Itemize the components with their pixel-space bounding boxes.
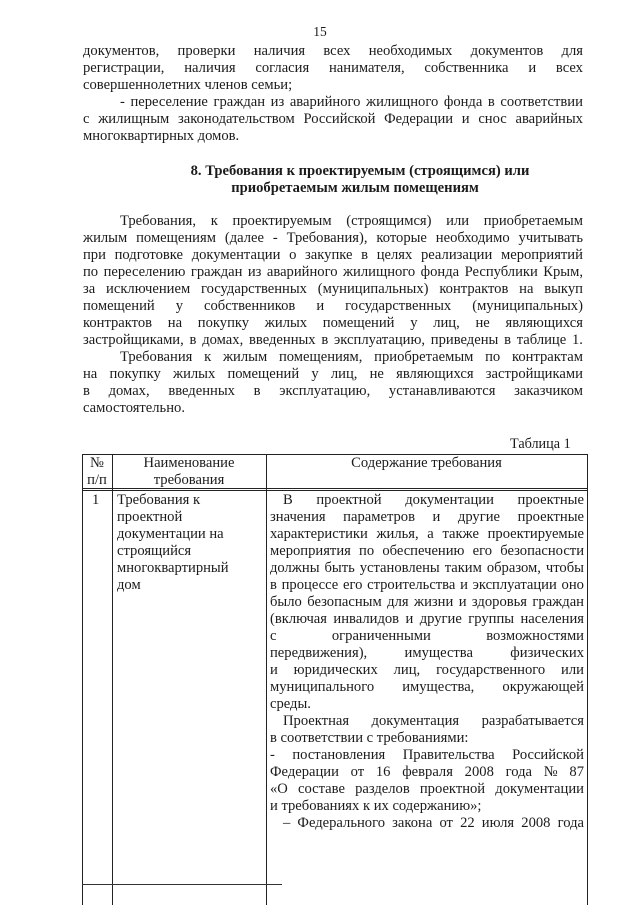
word: для bbox=[387, 594, 409, 610]
word: (муниципальных) bbox=[472, 298, 583, 314]
word: - bbox=[272, 230, 278, 246]
word: помещений bbox=[322, 315, 395, 331]
word: эксплуатацию, bbox=[334, 332, 426, 348]
word: Республики bbox=[464, 264, 538, 280]
word: проверки bbox=[177, 43, 236, 59]
word: 1. bbox=[572, 332, 583, 348]
word: в bbox=[504, 332, 511, 348]
requirement-content-line bbox=[270, 611, 584, 628]
text-line: самостоятельно. bbox=[83, 400, 185, 416]
footnote-separator bbox=[82, 884, 282, 885]
word: года bbox=[557, 815, 584, 831]
requirement-content-line bbox=[270, 526, 584, 543]
word: проектной bbox=[316, 492, 382, 508]
word: ограниченными bbox=[331, 628, 431, 644]
word: лиц, bbox=[433, 315, 460, 331]
word: являющихся bbox=[396, 366, 474, 382]
word: помещениям, bbox=[278, 349, 363, 365]
word: эксплуатацию, bbox=[279, 383, 371, 399]
word: окружающей bbox=[502, 679, 584, 695]
word: приобретаемым bbox=[483, 213, 583, 229]
word: документации bbox=[495, 781, 584, 797]
word: муниципального bbox=[270, 679, 375, 695]
word: значения bbox=[270, 509, 326, 525]
word: должны bbox=[270, 560, 320, 576]
word: подготовке bbox=[114, 247, 184, 263]
table-border bbox=[112, 454, 113, 905]
word: закупке bbox=[305, 247, 353, 263]
word: мероприятий bbox=[500, 247, 583, 263]
word: проектные bbox=[517, 492, 584, 508]
word: в bbox=[253, 383, 261, 399]
table-caption: Таблица 1 bbox=[510, 436, 571, 452]
word: составе bbox=[297, 781, 345, 797]
word: приобретаемым bbox=[374, 349, 474, 365]
word: или bbox=[561, 662, 584, 678]
word: эксплуатации bbox=[472, 577, 557, 593]
word: Федерации bbox=[384, 111, 454, 127]
word: жилищного bbox=[366, 94, 439, 110]
word: контрактам bbox=[511, 349, 583, 365]
requirement-content-line: среды. bbox=[270, 696, 311, 712]
word: исключением bbox=[106, 281, 191, 297]
word: помещениям bbox=[136, 230, 216, 246]
word: (муниципальных) bbox=[317, 281, 429, 297]
word: жилых bbox=[264, 315, 308, 331]
requirement-name-line: строящийся bbox=[117, 543, 192, 559]
word: «О bbox=[270, 781, 288, 797]
word: и bbox=[432, 509, 441, 525]
heading-line: приобретаемым жилым помещениям bbox=[231, 180, 479, 196]
word: документации bbox=[405, 492, 494, 508]
word: и bbox=[405, 611, 414, 627]
header-text: требования bbox=[153, 472, 225, 488]
word: не bbox=[475, 315, 490, 331]
word: Правительства bbox=[402, 747, 495, 763]
word: (включая bbox=[270, 611, 327, 627]
word: всех bbox=[555, 60, 583, 76]
word: на bbox=[167, 315, 183, 331]
word: имущества, bbox=[402, 679, 475, 695]
word: граждан bbox=[532, 594, 584, 610]
text-line bbox=[83, 60, 583, 77]
word: Требования), bbox=[286, 230, 368, 246]
word: Требования bbox=[120, 349, 193, 365]
requirement-name-line: документации на bbox=[117, 526, 224, 542]
word: таким bbox=[444, 560, 482, 576]
word: населения bbox=[520, 611, 584, 627]
word: – bbox=[283, 815, 291, 831]
word: в bbox=[487, 94, 495, 110]
text-line bbox=[83, 230, 583, 247]
word: установлены bbox=[359, 560, 440, 576]
word: - bbox=[120, 94, 125, 110]
word: введенных bbox=[168, 383, 235, 399]
word: наличия bbox=[184, 60, 236, 76]
requirement-name-line: дом bbox=[117, 577, 141, 593]
word: выкуп bbox=[544, 281, 583, 297]
word: жилых bbox=[172, 366, 216, 382]
table-border bbox=[82, 454, 83, 905]
text-line bbox=[83, 332, 583, 349]
word: помещений bbox=[83, 298, 155, 314]
word: было bbox=[270, 594, 302, 610]
requirement-content-line bbox=[270, 594, 584, 611]
word: переселение bbox=[130, 94, 208, 110]
word: Федерации bbox=[270, 764, 339, 780]
word: в bbox=[270, 577, 277, 593]
word: года bbox=[505, 764, 532, 780]
text-line bbox=[83, 111, 583, 128]
word: приведены bbox=[430, 332, 499, 348]
word: безопасности bbox=[500, 543, 584, 559]
word: государственных bbox=[345, 298, 452, 314]
word: необходимо bbox=[435, 230, 510, 246]
word: фонда bbox=[443, 94, 483, 110]
word: у bbox=[410, 315, 418, 331]
text-line bbox=[83, 264, 583, 281]
word: жилым bbox=[83, 230, 128, 246]
word: государственных bbox=[200, 281, 307, 297]
word: жилищного bbox=[342, 264, 416, 280]
word: аварийного bbox=[289, 94, 361, 110]
word: его bbox=[472, 543, 493, 559]
word: разделов bbox=[355, 781, 410, 797]
word: контрактов bbox=[439, 281, 509, 297]
word: из bbox=[247, 264, 262, 280]
word: покупку bbox=[197, 315, 250, 331]
word: быть bbox=[324, 560, 355, 576]
word: в bbox=[361, 247, 369, 263]
word: от bbox=[439, 815, 453, 831]
word: документов bbox=[470, 43, 544, 59]
word: по bbox=[83, 264, 99, 280]
word: являющихся bbox=[505, 315, 583, 331]
word: в bbox=[321, 332, 329, 348]
table-border bbox=[82, 490, 588, 491]
word: 2008 bbox=[464, 764, 494, 780]
word: в bbox=[189, 332, 197, 348]
requirement-content-line bbox=[270, 764, 584, 781]
word: реализации bbox=[420, 247, 493, 263]
word: обеспечению bbox=[382, 543, 465, 559]
word: здоровья bbox=[471, 594, 527, 610]
word: жилым bbox=[222, 349, 268, 365]
word: проектные bbox=[517, 509, 584, 525]
word: (далее bbox=[224, 230, 264, 246]
word: с bbox=[270, 628, 277, 644]
requirement-content-line bbox=[270, 509, 584, 526]
word: № bbox=[543, 764, 558, 780]
word: постановления bbox=[292, 747, 386, 763]
text-line bbox=[83, 247, 583, 264]
requirement-content-line bbox=[270, 560, 584, 577]
word: разрабатывается bbox=[481, 713, 584, 729]
word: и bbox=[458, 594, 467, 610]
word: лиц, bbox=[330, 366, 358, 382]
word: жизни bbox=[413, 594, 454, 610]
word: возможностями bbox=[486, 628, 584, 644]
requirement-content-line bbox=[270, 781, 584, 798]
word: процессе bbox=[281, 577, 339, 593]
word: строительства bbox=[367, 577, 456, 593]
word: помещений bbox=[227, 366, 300, 382]
word: для bbox=[561, 43, 583, 59]
word: закона bbox=[392, 815, 433, 831]
word: лиц, bbox=[393, 662, 421, 678]
word: у bbox=[311, 366, 319, 382]
text-line bbox=[120, 349, 583, 366]
word: наличия bbox=[253, 43, 306, 59]
word: домах, bbox=[108, 383, 150, 399]
word: домах, bbox=[202, 332, 244, 348]
requirement-content-line bbox=[270, 577, 584, 594]
text-line bbox=[83, 383, 583, 400]
word: снос bbox=[478, 111, 507, 127]
word: необходимых bbox=[368, 43, 453, 59]
word: или bbox=[446, 213, 470, 229]
text-line bbox=[120, 94, 583, 111]
requirement-name-line: многоквартирный bbox=[117, 560, 229, 576]
page-number: 15 bbox=[313, 24, 327, 39]
word: имущества bbox=[404, 645, 473, 661]
word: и bbox=[528, 60, 537, 76]
requirement-name-line: Требования к bbox=[117, 492, 201, 508]
word: в bbox=[83, 383, 90, 399]
word: и bbox=[461, 111, 470, 127]
word: переселению bbox=[103, 264, 186, 280]
word: по bbox=[359, 543, 375, 559]
text-line bbox=[120, 213, 583, 230]
word: целях bbox=[376, 247, 413, 263]
word: аварийного bbox=[266, 264, 338, 280]
word: покупку bbox=[109, 366, 161, 382]
word: 2008 bbox=[521, 815, 551, 831]
word: от bbox=[350, 764, 365, 780]
word: характеристики bbox=[270, 526, 368, 542]
word: Российской bbox=[512, 747, 584, 763]
text-line bbox=[83, 281, 583, 298]
word: устанавливаются bbox=[388, 383, 496, 399]
word: и bbox=[270, 662, 278, 678]
requirement-content-line bbox=[270, 662, 584, 679]
word: Проектная bbox=[283, 713, 350, 729]
word: по bbox=[485, 349, 501, 365]
word: проектируемым bbox=[232, 213, 332, 229]
word: февраля bbox=[402, 764, 453, 780]
word: нанимателя, bbox=[328, 60, 405, 76]
word: с bbox=[83, 111, 90, 127]
requirement-content-line bbox=[270, 628, 584, 645]
word: чтобы bbox=[545, 560, 584, 576]
requirement-content-line: в соответствии с требованиями: bbox=[270, 730, 469, 746]
word: аварийных bbox=[515, 111, 583, 127]
word: застройщиками bbox=[485, 366, 583, 382]
word: образом, bbox=[486, 560, 541, 576]
word: (строящимся) bbox=[346, 213, 432, 229]
word: проектной bbox=[419, 781, 486, 797]
word: проектируемые bbox=[487, 526, 584, 542]
header-text: п/п bbox=[87, 472, 107, 488]
word: мероприятия bbox=[270, 543, 351, 559]
word: к bbox=[210, 213, 218, 229]
word: документация bbox=[371, 713, 460, 729]
word: законодательством bbox=[178, 111, 295, 127]
requirement-content-line bbox=[270, 747, 584, 764]
word: юридических bbox=[293, 662, 378, 678]
header-text: № bbox=[90, 455, 104, 471]
word: жилья, bbox=[376, 526, 419, 542]
word: из bbox=[270, 94, 285, 110]
word: на bbox=[519, 281, 534, 297]
word: согласия bbox=[255, 60, 310, 76]
requirement-content-line bbox=[270, 645, 584, 662]
word: граждан bbox=[213, 94, 266, 110]
word: другие bbox=[457, 509, 501, 525]
requirement-content-line bbox=[270, 679, 584, 696]
word: о bbox=[289, 247, 297, 263]
text-line: многоквартирных домов. bbox=[83, 128, 240, 144]
requirement-content-line bbox=[283, 815, 584, 832]
text-line: совершеннолетних членов семьи; bbox=[83, 77, 293, 93]
word: при bbox=[83, 247, 106, 263]
word: инвалидов bbox=[333, 611, 400, 627]
word: его bbox=[342, 577, 363, 593]
word: и bbox=[460, 577, 468, 593]
heading-line: 8. Требования к проектируемым (строящимся) или bbox=[190, 163, 530, 179]
requirement-content-line bbox=[283, 492, 584, 509]
word: на bbox=[83, 366, 98, 382]
word: группы bbox=[468, 611, 515, 627]
word: собственников bbox=[204, 298, 296, 314]
word: у bbox=[175, 298, 183, 314]
word: безопасным bbox=[307, 594, 382, 610]
word: учитывать bbox=[518, 230, 583, 246]
header-text: Содержание требования bbox=[351, 455, 502, 471]
word: другие bbox=[419, 611, 462, 627]
word: 87 bbox=[569, 764, 584, 780]
word: фонда bbox=[420, 264, 460, 280]
word: заказчиком bbox=[514, 383, 583, 399]
word: передвижения), bbox=[270, 645, 368, 661]
word: документации bbox=[191, 247, 281, 263]
requirement-content-line: и требованиях к их содержанию»; bbox=[270, 798, 482, 814]
word: граждан bbox=[190, 264, 243, 280]
text-line bbox=[83, 366, 583, 383]
word: Российской bbox=[303, 111, 376, 127]
table-border bbox=[587, 454, 588, 905]
word: Федерального bbox=[297, 815, 386, 831]
word: Требования, bbox=[120, 213, 197, 229]
word: июля bbox=[481, 815, 515, 831]
word: собственника bbox=[424, 60, 509, 76]
word: государственного bbox=[436, 662, 546, 678]
word: документов, bbox=[83, 43, 160, 59]
word: Крым, bbox=[543, 264, 583, 280]
word: регистрации, bbox=[83, 60, 165, 76]
word: контрактов bbox=[83, 315, 153, 331]
text-line bbox=[83, 43, 583, 60]
word: соответствии bbox=[500, 94, 583, 110]
requirement-name-line: проектной bbox=[117, 509, 183, 525]
word: физических bbox=[510, 645, 584, 661]
header-text: Наименование bbox=[143, 455, 235, 471]
text-line bbox=[83, 315, 583, 332]
word: и bbox=[316, 298, 325, 314]
word: параметров bbox=[343, 509, 415, 525]
word: а bbox=[427, 526, 434, 542]
word: таблице bbox=[516, 332, 567, 348]
table-border bbox=[266, 454, 267, 905]
word: В bbox=[283, 492, 293, 508]
word: 16 bbox=[375, 764, 391, 780]
word: которые bbox=[376, 230, 427, 246]
word: жилищным bbox=[98, 111, 170, 127]
word: введенных bbox=[249, 332, 316, 348]
word: - bbox=[270, 747, 275, 763]
word: за bbox=[83, 281, 96, 297]
word: не bbox=[369, 366, 384, 382]
word: оно bbox=[561, 577, 584, 593]
requirement-content-line bbox=[270, 543, 584, 560]
requirement-content-line bbox=[283, 713, 584, 730]
word: 22 bbox=[460, 815, 475, 831]
text-line bbox=[83, 298, 583, 315]
row-number: 1 bbox=[92, 492, 100, 508]
word: к bbox=[204, 349, 212, 365]
word: всех bbox=[323, 43, 351, 59]
word: застройщиками, bbox=[83, 332, 184, 348]
word: также bbox=[442, 526, 479, 542]
